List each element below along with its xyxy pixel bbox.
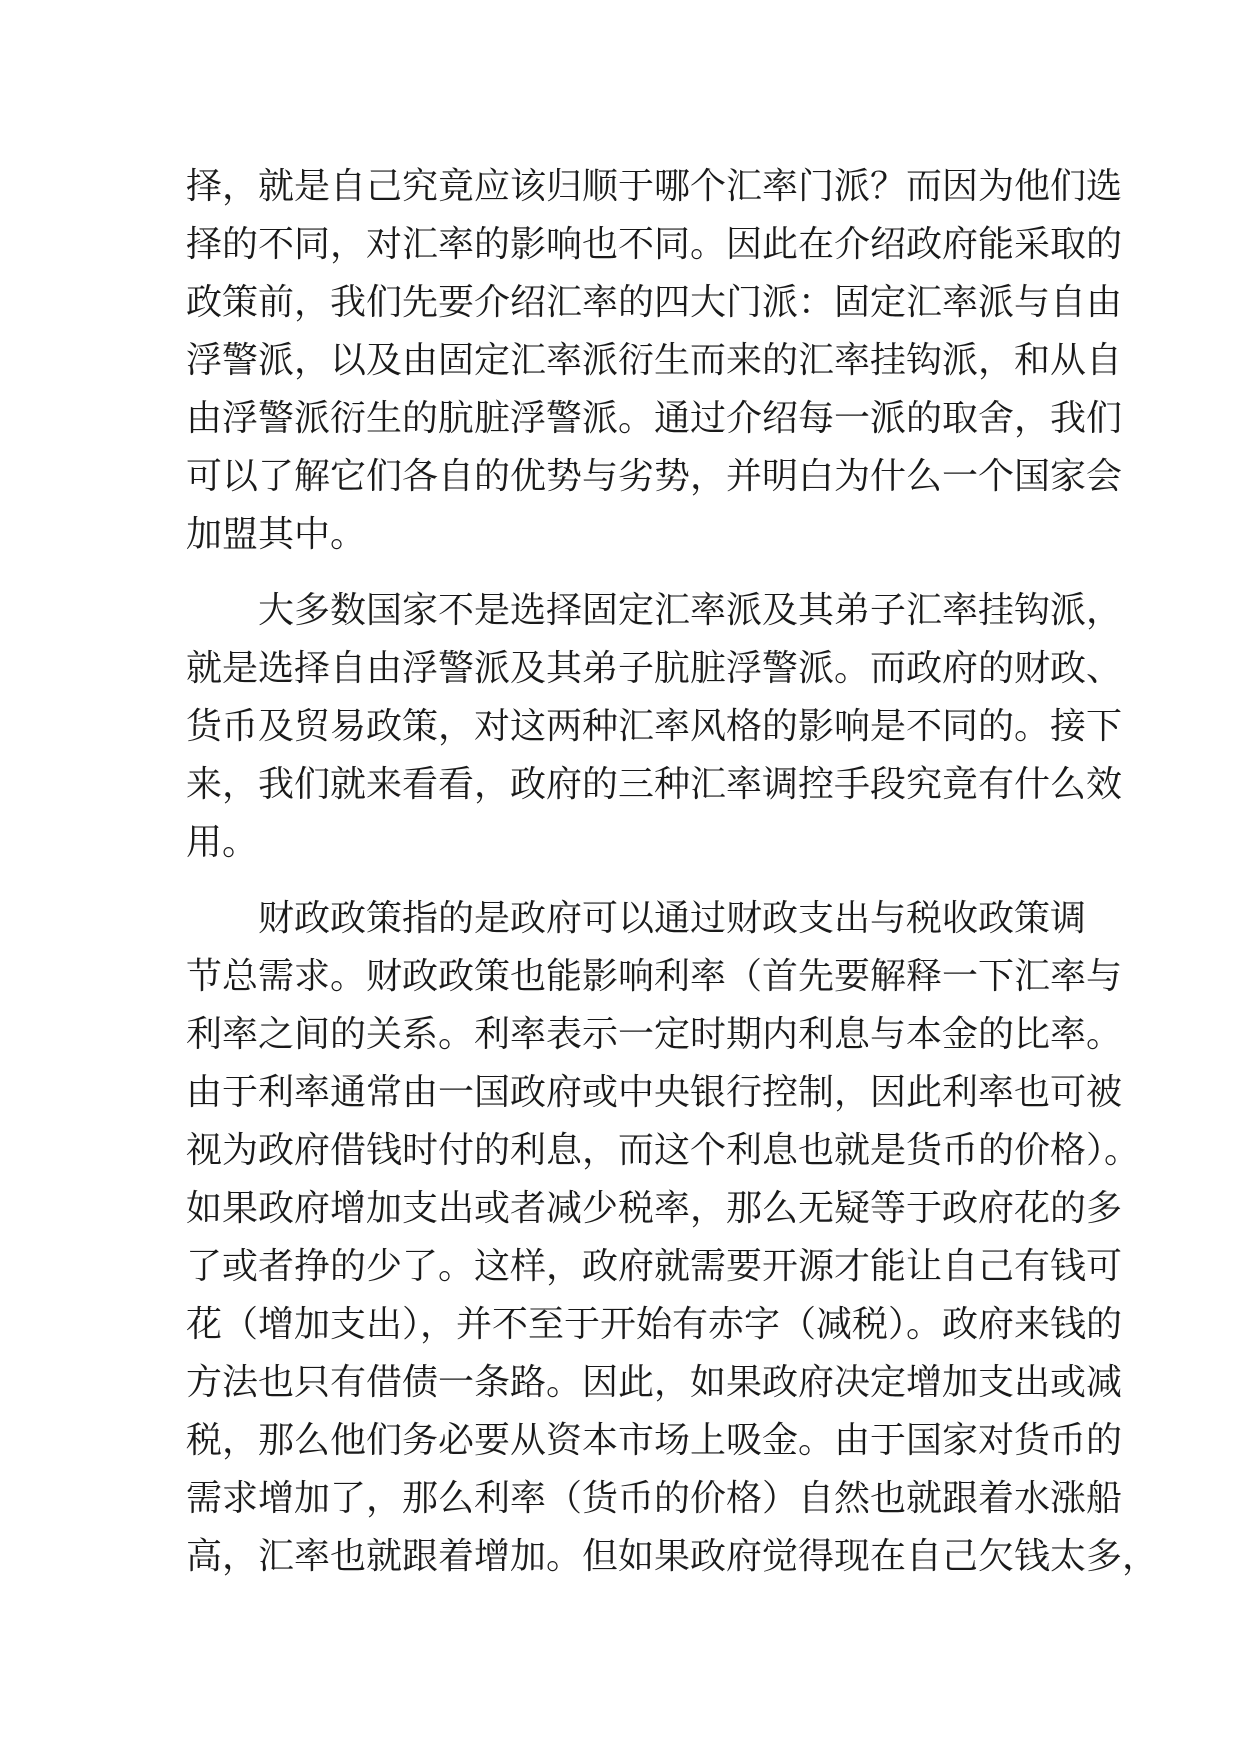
text-line: 货币及贸易政策，对这两种汇率风格的影响是不同的。接下 xyxy=(186,706,1123,747)
text-line: 方法也只有借债一条路。因此，如果政府决定增加支出或减 xyxy=(186,1362,1123,1403)
text-line: 利率之间的关系。利率表示一定时期内利息与本金的比率。 xyxy=(186,1014,1123,1055)
text-line: 视为政府借钱时付的利息，而这个利息也就是货币的价格）。 xyxy=(186,1130,1141,1171)
text-line: 择的不同，对汇率的影响也不同。因此在介绍政府能采取的 xyxy=(186,224,1123,265)
text-line: 政策前，我们先要介绍汇率的四大门派：固定汇率派与自由 xyxy=(186,282,1123,323)
body-text xyxy=(186,158,1159,1586)
text-line: 如果政府增加支出或者减少税率，那么无疑等于政府花的多 xyxy=(186,1188,1123,1229)
text-line: 大多数国家不是选择固定汇率派及其弟子汇率挂钩派， xyxy=(186,590,1123,631)
text-line: 择，就是自己究竟应该归顺于哪个汇率门派？而因为他们选 xyxy=(186,166,1123,207)
paragraph-gap xyxy=(186,564,1086,582)
text-line: 由浮警派衍生的肮脏浮警派。通过介绍每一派的取舍，我们 xyxy=(186,398,1123,439)
text-line: 需求增加了，那么利率（货币的价格）自然也就跟着水涨船 xyxy=(186,1478,1123,1519)
text-line: 加盟其中。 xyxy=(186,514,367,555)
text-line: 浮警派，以及由固定汇率派衍生而来的汇率挂钩派，和从自 xyxy=(186,340,1123,381)
text-line: 用。 xyxy=(186,822,259,863)
text-line: 来，我们就来看看，政府的三种汇率调控手段究竟有什么效 xyxy=(186,764,1123,805)
paragraph-gap xyxy=(186,872,1086,890)
paragraph xyxy=(186,158,1123,564)
text-line: 节总需求。财政政策也能影响利率（首先要解释一下汇率与 xyxy=(186,956,1123,997)
text-line: 高，汇率也就跟着增加。但如果政府觉得现在自己欠钱太多， xyxy=(186,1536,1159,1577)
text-line: 税，那么他们务必要从资本市场上吸金。由于国家对货币的 xyxy=(186,1420,1123,1461)
text-line: 就是选择自由浮警派及其弟子肮脏浮警派。而政府的财政、 xyxy=(186,648,1123,689)
paragraph xyxy=(186,582,1123,872)
text-line: 花（增加支出），并不至于开始有赤字（减税）。政府来钱的 xyxy=(186,1304,1123,1345)
text-line: 了或者挣的少了。这样，政府就需要开源才能让自己有钱可 xyxy=(186,1246,1123,1287)
text-line: 财政政策指的是政府可以通过财政支出与税收政策调 xyxy=(186,898,1087,939)
text-line: 可以了解它们各自的优势与劣势，并明白为什么一个国家会 xyxy=(186,456,1123,497)
paragraph xyxy=(186,890,1159,1586)
text-line: 由于利率通常由一国政府或中央银行控制，因此利率也可被 xyxy=(186,1072,1123,1113)
